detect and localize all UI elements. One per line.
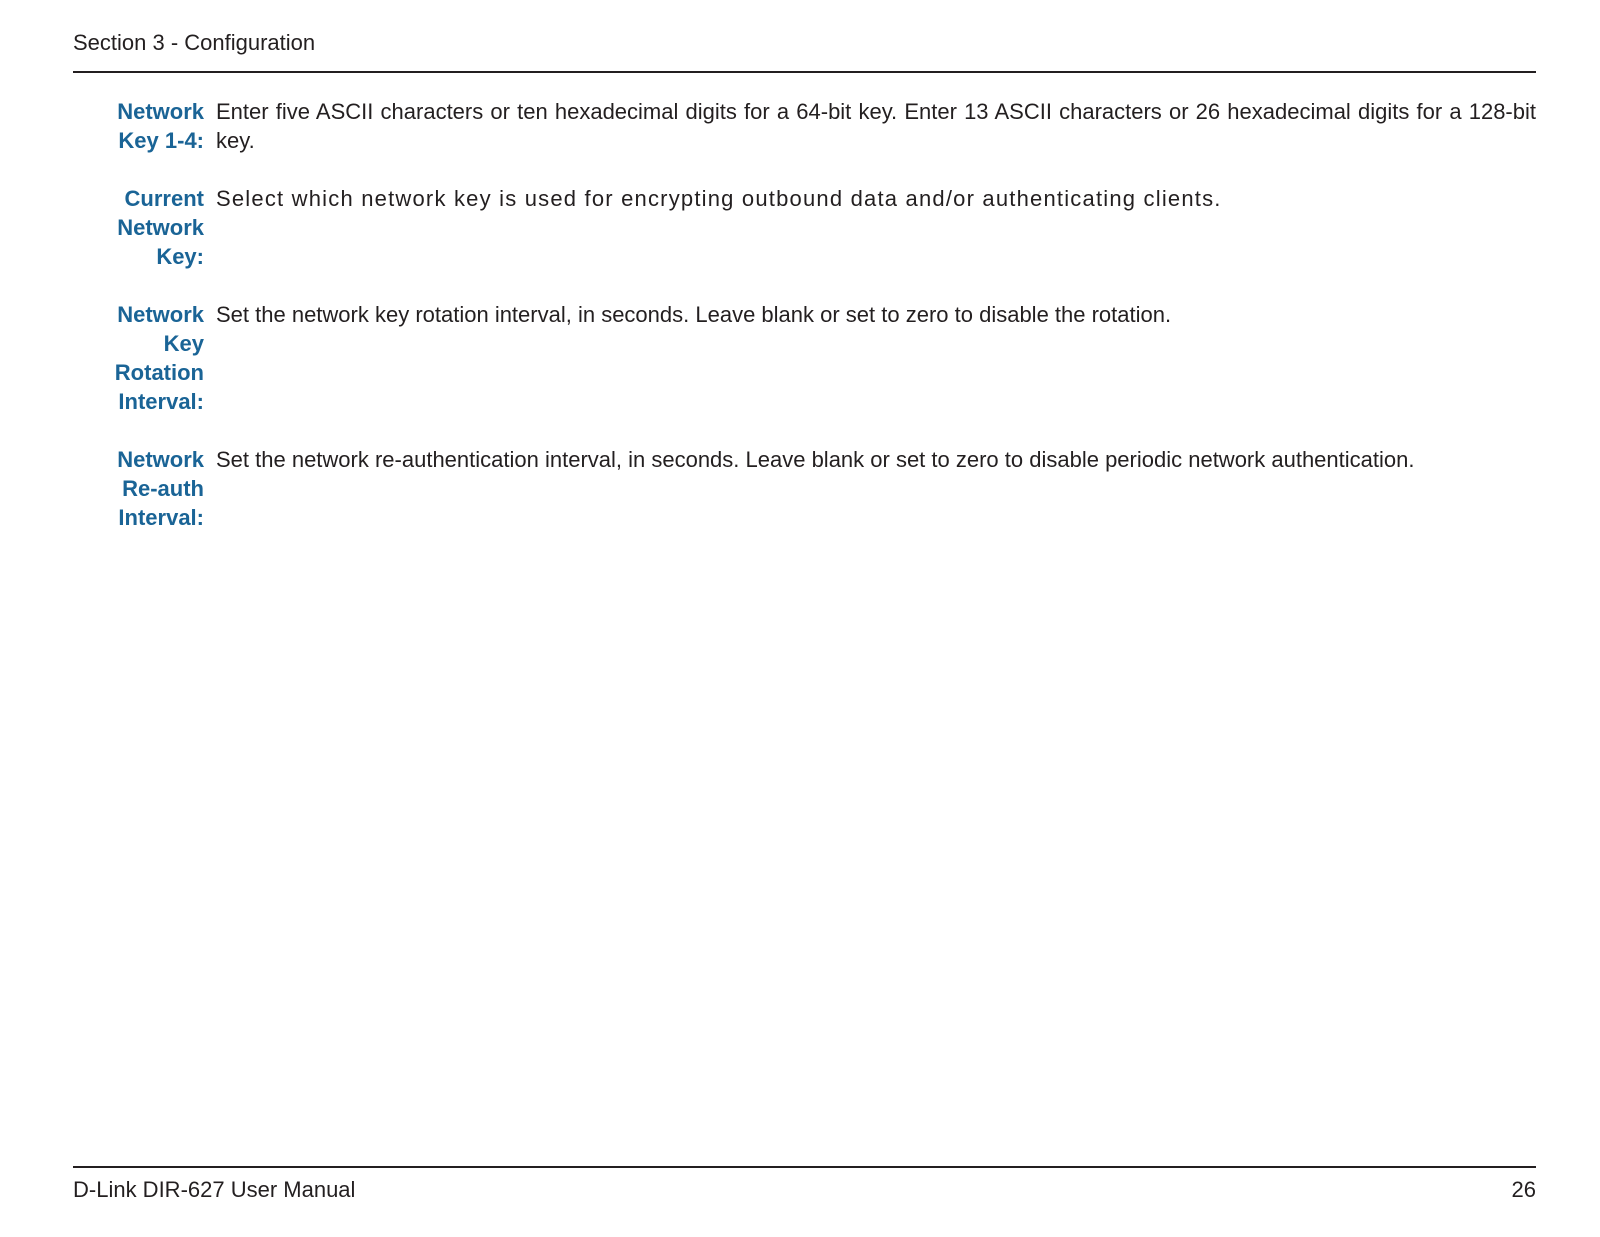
definition-description: Set the network re-authentication interval, in seconds. Leave blank or set to zero to disable periodic network authentication. xyxy=(216,447,1415,472)
term-line: Current xyxy=(124,186,204,211)
definition-list xyxy=(73,97,1536,561)
definition-term xyxy=(73,445,204,532)
term-line: Network xyxy=(117,302,204,327)
term-line: Network xyxy=(117,99,204,124)
definition-description: Set the network key rotation interval, in seconds. Leave blank or set to zero to disable the rotation. xyxy=(216,302,1172,327)
term-line: Key 1-4: xyxy=(118,128,204,153)
definition-item-current-network-key xyxy=(73,184,1536,271)
page-footer xyxy=(73,1175,1536,1205)
definition-item-network-key-rotation-interval xyxy=(73,300,1536,416)
term-line: Interval: xyxy=(118,389,204,414)
definition-term xyxy=(73,97,204,155)
footer-divider xyxy=(73,1166,1536,1168)
definition-description: Select which network key is used for encrypting outbound data and/or authenticating clients. xyxy=(216,186,1222,211)
term-line: Network xyxy=(117,215,204,240)
term-line: Network xyxy=(117,447,204,472)
manual-title: D-Link DIR-627 User Manual xyxy=(73,1177,356,1202)
term-line: Interval: xyxy=(118,505,204,530)
term-line: Key xyxy=(163,331,204,356)
term-line: Rotation xyxy=(114,360,204,385)
term-line: Key: xyxy=(156,244,204,269)
definition-description: Enter five ASCII characters or ten hexadecimal digits for a 64-bit key. Enter 13 ASCII characters or 26 hexadecimal digits for a 128-bit key. xyxy=(216,99,1536,153)
page-number: 26 xyxy=(1511,1177,1536,1202)
section-header: Section 3 - Configuration xyxy=(73,30,316,55)
definition-term xyxy=(73,300,204,416)
header-divider xyxy=(73,71,1536,73)
definition-term xyxy=(73,184,204,271)
definition-item-network-reauth-interval xyxy=(73,445,1536,532)
term-line: Re-auth xyxy=(122,476,204,501)
definition-item-network-key-1-4 xyxy=(73,97,1536,155)
